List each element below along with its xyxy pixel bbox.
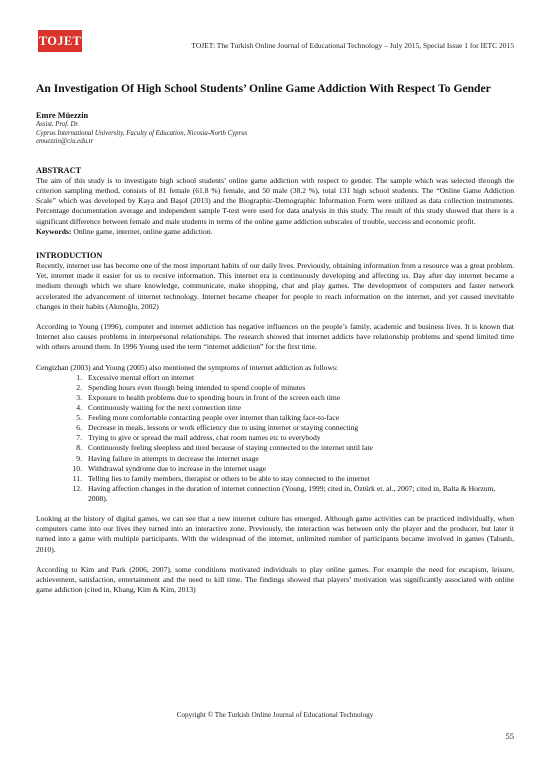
list-item-text: Continuously waiting for the next connection time	[88, 403, 242, 413]
list-item-text: Having failure in attempts to decrease the internet usage	[88, 453, 259, 463]
list-item-number: 6.	[76, 423, 82, 433]
keywords-text: Online game, internet, online game addiction.	[71, 226, 213, 236]
list-item	[64, 403, 514, 413]
list-item-number: 1.	[76, 372, 82, 382]
author-block	[36, 111, 514, 147]
list-item-number: 4.	[76, 403, 82, 413]
list-item-number: 7.	[76, 433, 82, 443]
keywords-label: Keywords:	[36, 226, 72, 236]
symptoms-list	[36, 373, 514, 504]
list-item	[64, 443, 514, 453]
list-item-text: Spending hours even though being intended to spend couple of minutes	[88, 382, 306, 392]
paper-title: An Investigation Of High School Students’ Online Game Addiction With Respect To Gender	[36, 82, 491, 95]
author-affiliation: Cyprus International University, Faculty of Education, Nicosia-North Cyprus	[36, 129, 248, 137]
page-header	[38, 30, 514, 54]
list-item-text: Feeling more comfortable contacting people over internet than talking face-to-face	[88, 413, 340, 423]
list-item	[64, 454, 514, 464]
page-number: 55	[505, 731, 514, 741]
list-item	[64, 423, 514, 433]
list-item-number: 3.	[76, 393, 82, 403]
list-item	[64, 484, 514, 504]
list-item-text: Having affection changes in the duration of internet connection (Young, 1999; cited in, Öztürk et. al., 2007; cited in, Balta & Horzum, 2008).	[88, 483, 496, 503]
list-item-text: Telling lies to family members, therapist or others to be able to stay connected to the internet	[88, 473, 370, 483]
list-item	[64, 413, 514, 423]
introduction-heading: INTRODUCTION	[36, 251, 103, 260]
author-name: Emre Müezzin	[36, 111, 89, 120]
list-item	[64, 433, 514, 443]
list-item	[64, 383, 514, 393]
abstract-text: The aim of this study is to investigate high school students’ online game addiction with respect to gender. The sample which was selected through the criterion sampling method, consists of 81 female (61.8 %) female, and 50 male (38.2 %), total 131 high school students. The “Online Game Addiction Scale” which was developed by Kaya and Başol (2013) and the Biographic-Demographic Information Form were utilized as data collection instruments. Percentage documentation average and independent sample T-test were used for data analysis in this study. The result of this study showed that there is a significant difference between female and male students in terms of the online game addiction subscales of trouble, success and economic profit.	[36, 175, 514, 226]
list-item	[64, 474, 514, 484]
list-item-number: 12.	[72, 483, 82, 493]
intro-paragraph-1: Recently, internet use has become one of the most important habits of our daily lives. Previously, obtaining information from a resource was a great problem. Yet, internet made it easier for us to receive information. This internet era is continuously developing and affecting us. Day after day internet became a medium through which we share knowledge, communicate, make shopping, chat and play games. The development of computers and faster network accelerated the advancement of internet technology. Internet became cheaper for people to reach information on the internet, and yet caused inevitable changes in their habits (Akmoğlu, 2002)	[36, 261, 514, 311]
list-item	[64, 373, 514, 383]
intro-paragraph-3: Cengizhan (2003) and Young (2005) also mentioned the symptoms of internet addiction as follows:	[36, 362, 339, 372]
list-item	[64, 393, 514, 403]
list-item-text: Withdrawal syndrome due to increase in the internet usage	[88, 463, 267, 473]
list-item-text: Continuously feeling sleepless and tired because of staying connected to the internet until late	[88, 443, 373, 453]
list-item-text: Excessive mental effort on internet	[88, 372, 195, 382]
list-item-number: 8.	[76, 443, 82, 453]
intro-paragraph-5: According to Kim and Park (2006, 2007), some conditions motivated individuals to play online games. For example the need for escapism, leisure, achievement, satisfaction, entertainment and the need to kill time. The findings showed that players’ motivation was significantly associated with online game addiction (cited in, Khang, Kim & Kim, 2013)	[36, 564, 514, 595]
list-item-number: 5.	[76, 413, 82, 423]
intro-paragraph-2: According to Young (1996), computer and internet addiction has negative influences on the people’s family, academic and business lives. It is known that Internet also causes problems in interpersonal relationships. The research showed that internet addicts have relationship problems and spend limited time with others around them. In 1996 Young used the term “internet addiction” for the first time.	[36, 322, 514, 352]
list-item-number: 10.	[72, 463, 82, 473]
list-item-number: 2.	[76, 382, 82, 392]
abstract-heading: ABSTRACT	[36, 165, 82, 175]
copyright-footer: Copyright © The Turkish Online Journal of Educational Technology	[176, 711, 374, 719]
keywords-line	[36, 227, 514, 237]
list-item-text: Decrease in meals, lessons or work efficiency due to using internet or staying connecting	[88, 423, 359, 433]
list-item-text: Exposure to health problems due to spending hours in front of the screen each time	[88, 393, 341, 403]
list-item-number: 11.	[72, 473, 82, 483]
journal-logo: TOJET	[38, 30, 82, 52]
list-item-number: 9.	[76, 453, 82, 463]
author-email: emuezzin@ciu.edu.tr	[36, 138, 94, 146]
intro-paragraph-4: Looking at the history of digital games, we can see that a new internet culture has emerged. Although game activities can be practiced individually, when computers came into our lives they turned into an interactive zone. Previously, the interaction was between only the player and the producer, but later it turned into a game with multiple participants. With the widespread of the internet, unlimited number of participants became involved in games (Tabanlı, 2010).	[36, 514, 514, 554]
list-item	[64, 464, 514, 474]
author-position: Assist. Prof. Dr.	[36, 121, 79, 128]
article-body	[36, 82, 514, 595]
list-item-text: Trying to give or spread the mail address, chat room names etc to everybody	[88, 433, 321, 443]
running-header: TOJET: The Turkish Online Journal of Educational Technology – July 2015, Special Issue 1 for IETC 2015	[191, 41, 514, 50]
